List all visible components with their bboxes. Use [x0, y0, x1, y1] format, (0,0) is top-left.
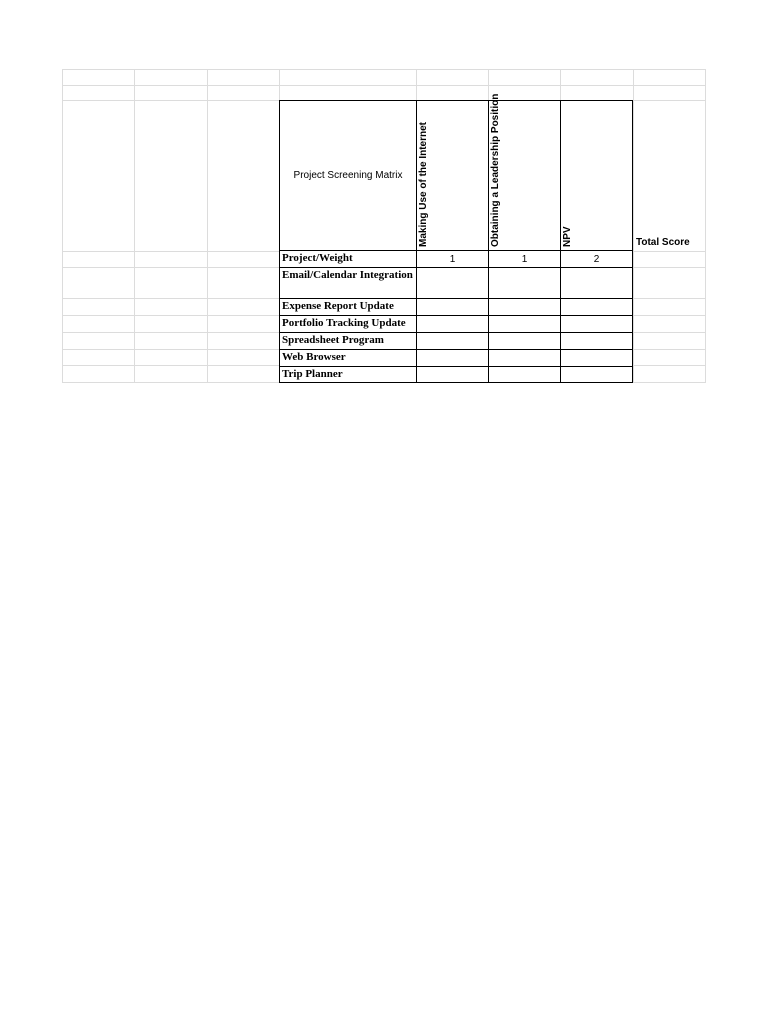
- score-cell[interactable]: [416, 332, 489, 350]
- score-cell[interactable]: [488, 267, 561, 299]
- score-cell[interactable]: [416, 315, 489, 333]
- score-cell[interactable]: [488, 366, 561, 383]
- score-cell[interactable]: [560, 267, 633, 299]
- project-name: Spreadsheet Program: [282, 334, 384, 346]
- grid-row-line: [62, 69, 706, 70]
- screening-matrix: [279, 93, 633, 383]
- matrix-title-cell[interactable]: [279, 100, 417, 251]
- score-cell[interactable]: [560, 366, 633, 383]
- criterion-label: Making Use of the Internet: [418, 121, 429, 247]
- grid-column-line: [62, 69, 63, 383]
- project-name: Web Browser: [282, 351, 346, 363]
- score-cell[interactable]: [560, 332, 633, 350]
- score-cell[interactable]: [488, 332, 561, 350]
- project-name: Email/Calendar Integration: [282, 269, 413, 281]
- weight-value: 2: [593, 253, 600, 265]
- criterion-header-leadership[interactable]: [488, 93, 561, 251]
- score-cell[interactable]: [416, 366, 489, 383]
- criterion-label: Obtaining a Leadership Position: [490, 93, 501, 247]
- matrix-title: Project Screening Matrix: [293, 170, 403, 181]
- criterion-label: NPV: [562, 226, 573, 247]
- score-cell[interactable]: [488, 349, 561, 367]
- total-score-header[interactable]: Total Score: [636, 237, 690, 248]
- project-row-label[interactable]: [279, 332, 417, 350]
- weight-row-label[interactable]: [279, 250, 417, 268]
- project-row-label[interactable]: [279, 349, 417, 367]
- weight-value: 1: [521, 253, 528, 265]
- score-cell[interactable]: [560, 298, 633, 316]
- project-name: Expense Report Update: [282, 300, 394, 312]
- score-cell[interactable]: [416, 298, 489, 316]
- grid-column-line: [207, 69, 208, 383]
- weight-label: Project/Weight: [282, 252, 353, 264]
- weight-cell[interactable]: [416, 250, 489, 268]
- project-row-label[interactable]: [279, 366, 417, 383]
- project-name: Portfolio Tracking Update: [282, 317, 406, 329]
- score-cell[interactable]: [416, 267, 489, 299]
- criterion-header-npv[interactable]: [560, 100, 633, 251]
- project-name: Trip Planner: [282, 368, 343, 380]
- score-cell[interactable]: [488, 298, 561, 316]
- grid-column-line: [705, 69, 706, 383]
- project-row-label[interactable]: [279, 315, 417, 333]
- score-cell[interactable]: [560, 315, 633, 333]
- grid-row-line: [62, 85, 706, 86]
- weight-cell[interactable]: [560, 250, 633, 268]
- criterion-header-internet[interactable]: [416, 100, 489, 251]
- weight-cell[interactable]: [488, 250, 561, 268]
- score-cell[interactable]: [560, 349, 633, 367]
- grid-column-line: [633, 69, 634, 383]
- project-row-label[interactable]: [279, 267, 417, 299]
- weight-value: 1: [449, 253, 456, 265]
- score-cell[interactable]: [488, 315, 561, 333]
- score-cell[interactable]: [416, 349, 489, 367]
- grid-column-line: [134, 69, 135, 383]
- project-row-label[interactable]: [279, 298, 417, 316]
